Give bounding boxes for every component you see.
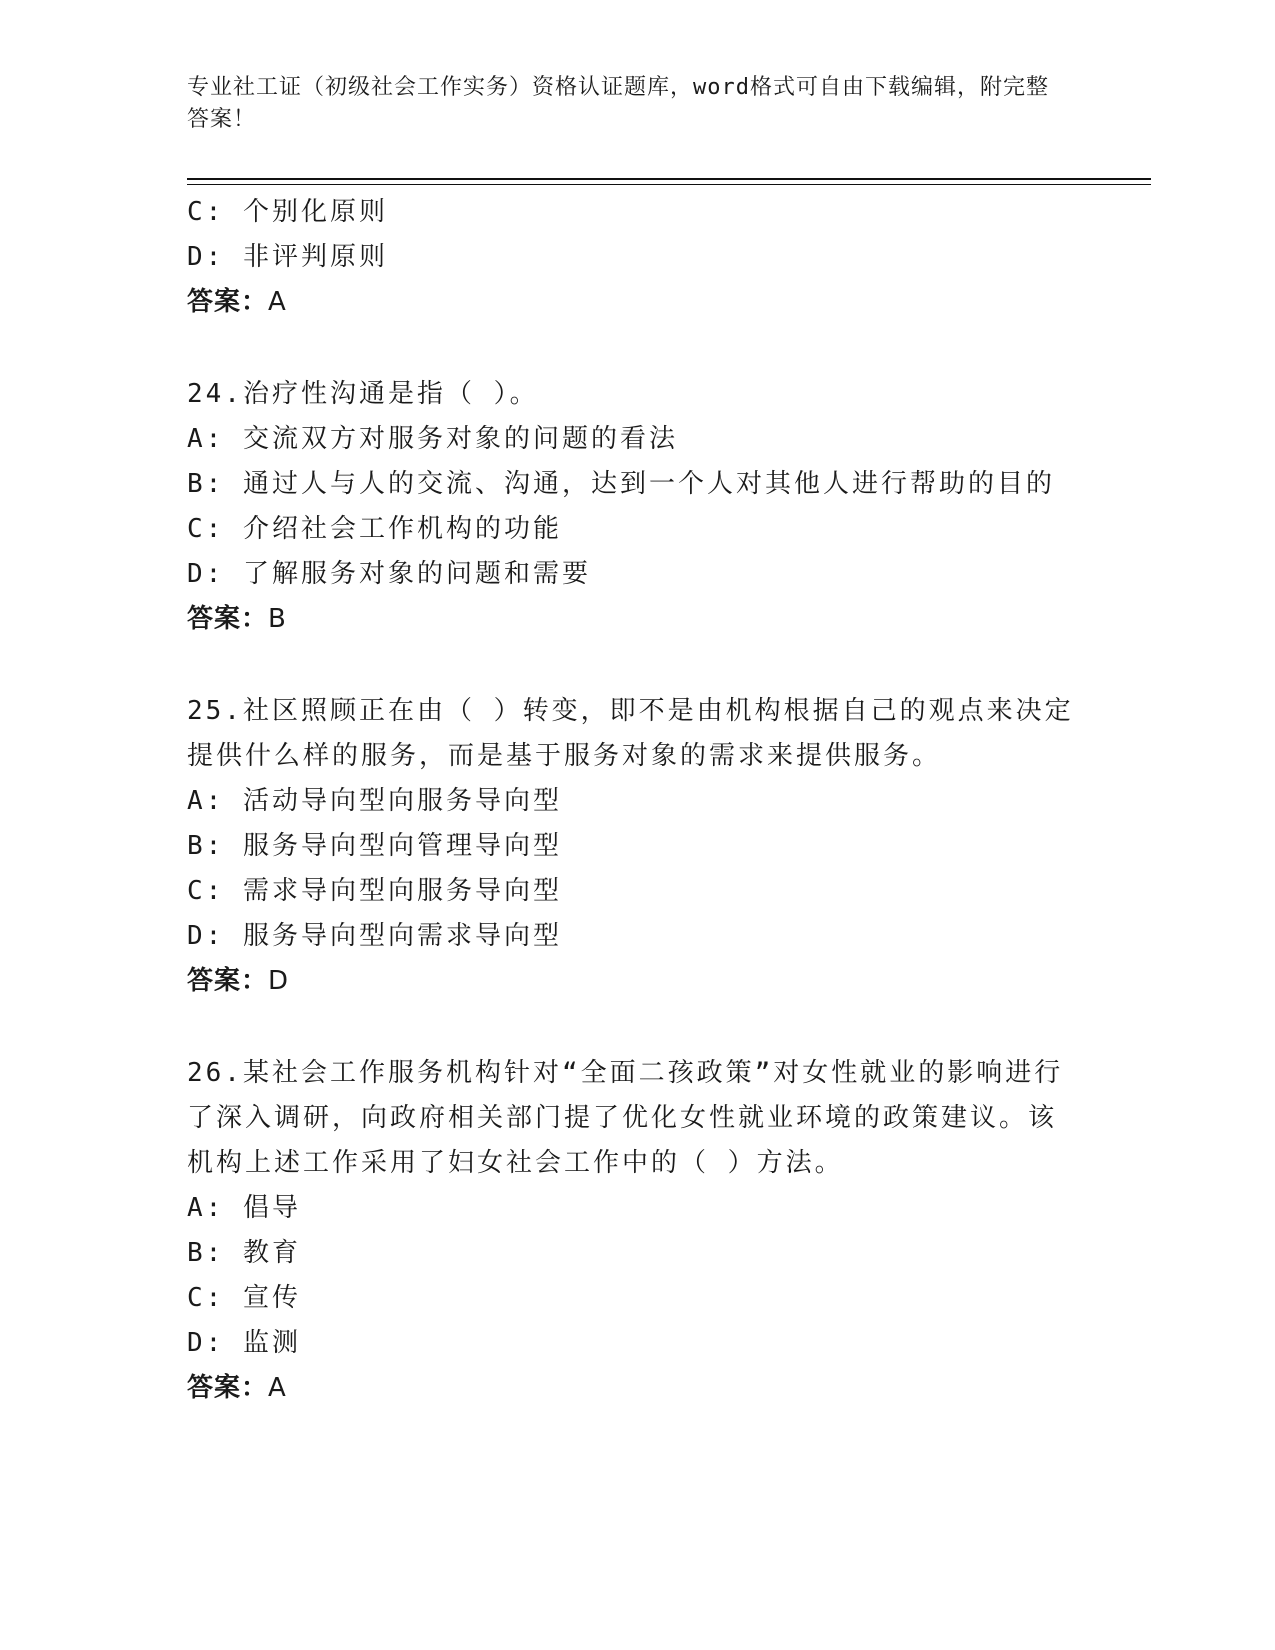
option-d: D: 监测 [187, 1328, 301, 1358]
document-header [187, 72, 1067, 136]
header-rule-thick [187, 178, 1151, 180]
answer-line [187, 280, 1087, 325]
header-rule-thin [187, 184, 1151, 185]
question-26 [187, 1051, 1087, 1411]
option-b: B: 通过人与人的交流、沟通，达到一个人对其他人进行帮助的目的 [187, 469, 1055, 499]
header-text: 专业社工证（初级社会工作实务）资格认证题库，word格式可自由下载编辑，附完整答案！ [187, 75, 1049, 132]
answer-value: A [268, 1373, 287, 1403]
option-d: D: 非评判原则 [187, 242, 388, 272]
option-b: B: 服务导向型向管理导向型 [187, 831, 562, 861]
option-c: C: 需求导向型向服务导向型 [187, 876, 562, 906]
option-a: A: 倡导 [187, 1193, 301, 1223]
question-25 [187, 689, 1087, 1004]
answer-value: B [268, 604, 287, 634]
option-c: C: 介绍社会工作机构的功能 [187, 514, 562, 544]
question-stem-continued: 了深入调研，向政府相关部门提了优化女性就业环境的政策建议。该 [187, 1103, 1058, 1133]
question-stem: 24.治疗性沟通是指（ ）。 [187, 379, 539, 409]
question-number: 24. [187, 379, 243, 409]
question-stem: 25.社区照顾正在由（ ）转变，即不是由机构根据自己的观点来决定 [187, 696, 1074, 726]
question-stem-continued: 机构上述工作采用了妇女社会工作中的（ ）方法。 [187, 1148, 844, 1178]
answer-line [187, 959, 1087, 1004]
question-content [187, 190, 1087, 1411]
answer-label: 答案： [187, 287, 269, 317]
question-stem: 26.某社会工作服务机构针对“全面二孩政策”对女性就业的影响进行 [187, 1058, 1064, 1088]
answer-value: D [268, 966, 290, 996]
question-number: 25. [187, 696, 243, 726]
option-a: A: 活动导向型向服务导向型 [187, 786, 562, 816]
question-number: 26. [187, 1058, 243, 1088]
option-b: B: 教育 [187, 1238, 301, 1268]
option-c: C: 宣传 [187, 1283, 301, 1313]
option-d: D: 服务导向型向需求导向型 [187, 921, 562, 951]
option-d: D: 了解服务对象的问题和需要 [187, 559, 591, 589]
question-stem-continued: 提供什么样的服务，而是基于服务对象的需求来提供服务。 [187, 741, 942, 771]
answer-label: 答案： [187, 604, 269, 634]
answer-value: A [268, 287, 287, 317]
answer-label: 答案： [187, 966, 269, 996]
answer-line [187, 1366, 1087, 1411]
option-c: C: 个别化原则 [187, 197, 388, 227]
answer-label: 答案： [187, 1373, 269, 1403]
question-24 [187, 372, 1087, 642]
answer-line [187, 597, 1087, 642]
option-a: A: 交流双方对服务对象的问题的看法 [187, 424, 678, 454]
question-23-tail [187, 190, 1087, 325]
